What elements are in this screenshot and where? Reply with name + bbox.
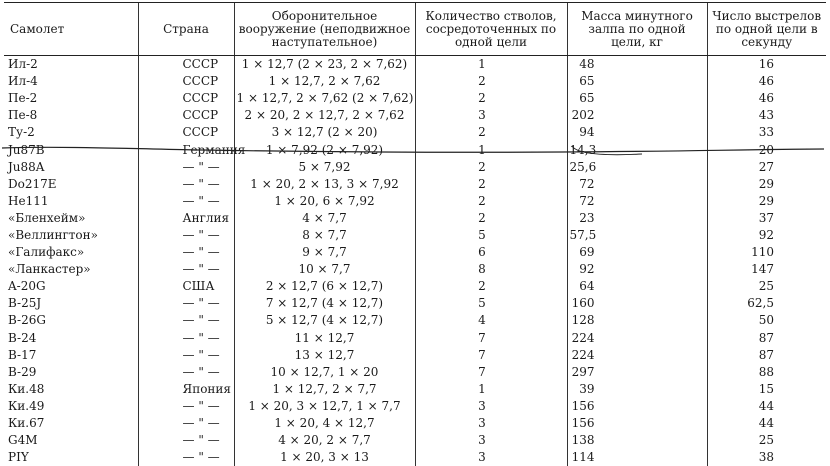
cell-armament: 4 × 7,7: [234, 210, 415, 227]
cell-aircraft: «Галифакс»: [4, 244, 138, 261]
cell-country: — " —: [138, 295, 234, 312]
cell-aircraft: He111: [4, 193, 138, 210]
table-row: [4, 432, 826, 449]
cell-armament: 10 × 7,7: [234, 261, 415, 278]
cell-aircraft: «Бленхейм»: [4, 210, 138, 227]
cell-aircraft: B-29: [4, 364, 138, 381]
cell-aircraft: Ju87B: [4, 141, 138, 158]
cell-country: Англия: [138, 210, 234, 227]
cell-mass: 138: [567, 432, 707, 449]
cell-barrels: 3: [415, 432, 567, 449]
cell-barrels: 2: [415, 193, 567, 210]
table-row: [4, 124, 826, 141]
cell-country: Германия: [138, 141, 234, 158]
cell-barrels: 5: [415, 295, 567, 312]
table-row: [4, 159, 826, 176]
cell-shots: 44: [707, 398, 826, 415]
cell-barrels: 7: [415, 347, 567, 364]
cell-country: СССР: [138, 73, 234, 90]
cell-country: — " —: [138, 415, 234, 432]
cell-country: — " —: [138, 261, 234, 278]
table-row: [4, 176, 826, 193]
cell-armament: 13 × 12,7: [234, 347, 415, 364]
cell-country: СССР: [138, 56, 234, 74]
cell-aircraft: A-20G: [4, 278, 138, 295]
header-barrels: Количество стволов, сосредоточенных по одной цели: [415, 3, 567, 56]
cell-mass: 202: [567, 107, 707, 124]
cell-shots: 87: [707, 330, 826, 347]
cell-country: — " —: [138, 330, 234, 347]
cell-barrels: 6: [415, 244, 567, 261]
table-row: [4, 364, 826, 381]
cell-country: СССР: [138, 90, 234, 107]
cell-country: — " —: [138, 347, 234, 364]
table-row: [4, 415, 826, 432]
cell-armament: 8 × 7,7: [234, 227, 415, 244]
cell-armament: 1 × 20, 3 × 13: [234, 449, 415, 466]
cell-mass: 156: [567, 398, 707, 415]
cell-shots: 25: [707, 278, 826, 295]
cell-country: — " —: [138, 176, 234, 193]
header-shots: Число выстрелов по одной цели в секунду: [707, 3, 826, 56]
cell-aircraft: B-26G: [4, 312, 138, 329]
cell-aircraft: Ju88A: [4, 159, 138, 176]
cell-armament: 11 × 12,7: [234, 330, 415, 347]
aircraft-armament-table: [4, 2, 826, 466]
cell-mass: 224: [567, 347, 707, 364]
cell-shots: 50: [707, 312, 826, 329]
header-aircraft: Самолет: [4, 3, 138, 56]
header-armament: Оборонительное вооружение (неподвижное наступательное): [234, 3, 415, 56]
cell-armament: 9 × 7,7: [234, 244, 415, 261]
cell-shots: 16: [707, 56, 826, 74]
cell-mass: 224: [567, 330, 707, 347]
cell-armament: 1 × 7,92 (2 × 7,92): [234, 141, 415, 158]
cell-aircraft: Ил-2: [4, 56, 138, 74]
cell-armament: 2 × 12,7 (6 × 12,7): [234, 278, 415, 295]
cell-armament: 2 × 20, 2 × 12,7, 2 × 7,62: [234, 107, 415, 124]
cell-country: Япония: [138, 381, 234, 398]
cell-country: — " —: [138, 432, 234, 449]
cell-shots: 88: [707, 364, 826, 381]
cell-barrels: 1: [415, 56, 567, 74]
cell-mass: 128: [567, 312, 707, 329]
cell-mass: 48: [567, 56, 707, 74]
cell-country: — " —: [138, 193, 234, 210]
cell-barrels: 4: [415, 312, 567, 329]
cell-mass: 160: [567, 295, 707, 312]
cell-armament: 1 × 20, 2 × 13, 3 × 7,92: [234, 176, 415, 193]
table-row: [4, 381, 826, 398]
cell-country: — " —: [138, 364, 234, 381]
cell-mass: 23: [567, 210, 707, 227]
cell-mass: 94: [567, 124, 707, 141]
cell-shots: 38: [707, 449, 826, 466]
table-row: [4, 56, 826, 74]
cell-mass: 72: [567, 193, 707, 210]
cell-barrels: 2: [415, 210, 567, 227]
cell-armament: 10 × 12,7, 1 × 20: [234, 364, 415, 381]
cell-barrels: 2: [415, 124, 567, 141]
cell-shots: 62,5: [707, 295, 826, 312]
cell-armament: 1 × 20, 4 × 12,7: [234, 415, 415, 432]
cell-aircraft: Do217E: [4, 176, 138, 193]
cell-mass: 72: [567, 176, 707, 193]
table-row: [4, 107, 826, 124]
cell-mass: 14,3: [567, 141, 707, 158]
table-row: [4, 278, 826, 295]
table-row: [4, 330, 826, 347]
cell-shots: 15: [707, 381, 826, 398]
table-row: [4, 73, 826, 90]
cell-country: СССР: [138, 124, 234, 141]
header-country: Страна: [138, 3, 234, 56]
cell-barrels: 5: [415, 227, 567, 244]
header-mass: Масса минутного залпа по одной цели, кг: [567, 3, 707, 56]
cell-shots: 37: [707, 210, 826, 227]
table-row: [4, 312, 826, 329]
cell-mass: 39: [567, 381, 707, 398]
cell-shots: 29: [707, 193, 826, 210]
cell-armament: 5 × 12,7 (4 × 12,7): [234, 312, 415, 329]
cell-aircraft: Ки.67: [4, 415, 138, 432]
cell-barrels: 2: [415, 278, 567, 295]
cell-country: — " —: [138, 449, 234, 466]
table-row: [4, 261, 826, 278]
cell-country: — " —: [138, 227, 234, 244]
table-row: [4, 227, 826, 244]
table-row: [4, 449, 826, 466]
table-row: [4, 210, 826, 227]
table-row: [4, 90, 826, 107]
cell-aircraft: Ки.48: [4, 381, 138, 398]
cell-armament: 1 × 12,7, 2 × 7,7: [234, 381, 415, 398]
cell-barrels: 3: [415, 398, 567, 415]
cell-mass: 65: [567, 90, 707, 107]
cell-country: — " —: [138, 312, 234, 329]
cell-shots: 46: [707, 90, 826, 107]
cell-barrels: 1: [415, 381, 567, 398]
cell-armament: 1 × 12,7 (2 × 23, 2 × 7,62): [234, 56, 415, 74]
cell-armament: 1 × 20, 3 × 12,7, 1 × 7,7: [234, 398, 415, 415]
cell-aircraft: B-25J: [4, 295, 138, 312]
table-body: [4, 56, 826, 466]
cell-shots: 27: [707, 159, 826, 176]
cell-aircraft: B-17: [4, 347, 138, 364]
cell-armament: 3 × 12,7 (2 × 20): [234, 124, 415, 141]
cell-armament: 4 × 20, 2 × 7,7: [234, 432, 415, 449]
cell-aircraft: PIY: [4, 449, 138, 466]
cell-armament: 1 × 20, 6 × 7,92: [234, 193, 415, 210]
cell-mass: 156: [567, 415, 707, 432]
cell-shots: 33: [707, 124, 826, 141]
cell-shots: 46: [707, 73, 826, 90]
cell-aircraft: B-24: [4, 330, 138, 347]
cell-armament: 1 × 12,7, 2 × 7,62 (2 × 7,62): [234, 90, 415, 107]
cell-mass: 114: [567, 449, 707, 466]
cell-aircraft: Ту-2: [4, 124, 138, 141]
cell-country: США: [138, 278, 234, 295]
table-row: [4, 244, 826, 261]
cell-barrels: 7: [415, 364, 567, 381]
cell-shots: 110: [707, 244, 826, 261]
cell-mass: 57,5: [567, 227, 707, 244]
table-row: [4, 295, 826, 312]
cell-aircraft: Ки.49: [4, 398, 138, 415]
cell-country: — " —: [138, 159, 234, 176]
cell-barrels: 2: [415, 90, 567, 107]
cell-shots: 25: [707, 432, 826, 449]
cell-barrels: 2: [415, 159, 567, 176]
cell-aircraft: G4M: [4, 432, 138, 449]
cell-mass: 69: [567, 244, 707, 261]
cell-shots: 87: [707, 347, 826, 364]
cell-mass: 297: [567, 364, 707, 381]
header-row: [4, 3, 826, 56]
table-row: [4, 193, 826, 210]
cell-shots: 43: [707, 107, 826, 124]
cell-barrels: 2: [415, 176, 567, 193]
cell-country: СССР: [138, 107, 234, 124]
cell-barrels: 3: [415, 107, 567, 124]
cell-barrels: 8: [415, 261, 567, 278]
cell-aircraft: Пе-8: [4, 107, 138, 124]
cell-country: — " —: [138, 398, 234, 415]
cell-shots: 147: [707, 261, 826, 278]
cell-barrels: 3: [415, 415, 567, 432]
cell-mass: 65: [567, 73, 707, 90]
cell-armament: 7 × 12,7 (4 × 12,7): [234, 295, 415, 312]
cell-shots: 92: [707, 227, 826, 244]
cell-aircraft: Пе-2: [4, 90, 138, 107]
cell-mass: 25,6: [567, 159, 707, 176]
cell-country: — " —: [138, 244, 234, 261]
cell-barrels: 3: [415, 449, 567, 466]
cell-armament: 5 × 7,92: [234, 159, 415, 176]
cell-aircraft: «Веллингтон»: [4, 227, 138, 244]
cell-barrels: 7: [415, 330, 567, 347]
cell-mass: 92: [567, 261, 707, 278]
table-row: [4, 141, 826, 158]
cell-shots: 20: [707, 141, 826, 158]
table-row: [4, 347, 826, 364]
table-row: [4, 398, 826, 415]
cell-barrels: 1: [415, 141, 567, 158]
cell-aircraft: «Ланкастер»: [4, 261, 138, 278]
cell-armament: 1 × 12,7, 2 × 7,62: [234, 73, 415, 90]
cell-shots: 29: [707, 176, 826, 193]
cell-aircraft: Ил-4: [4, 73, 138, 90]
cell-shots: 44: [707, 415, 826, 432]
cell-mass: 64: [567, 278, 707, 295]
cell-barrels: 2: [415, 73, 567, 90]
